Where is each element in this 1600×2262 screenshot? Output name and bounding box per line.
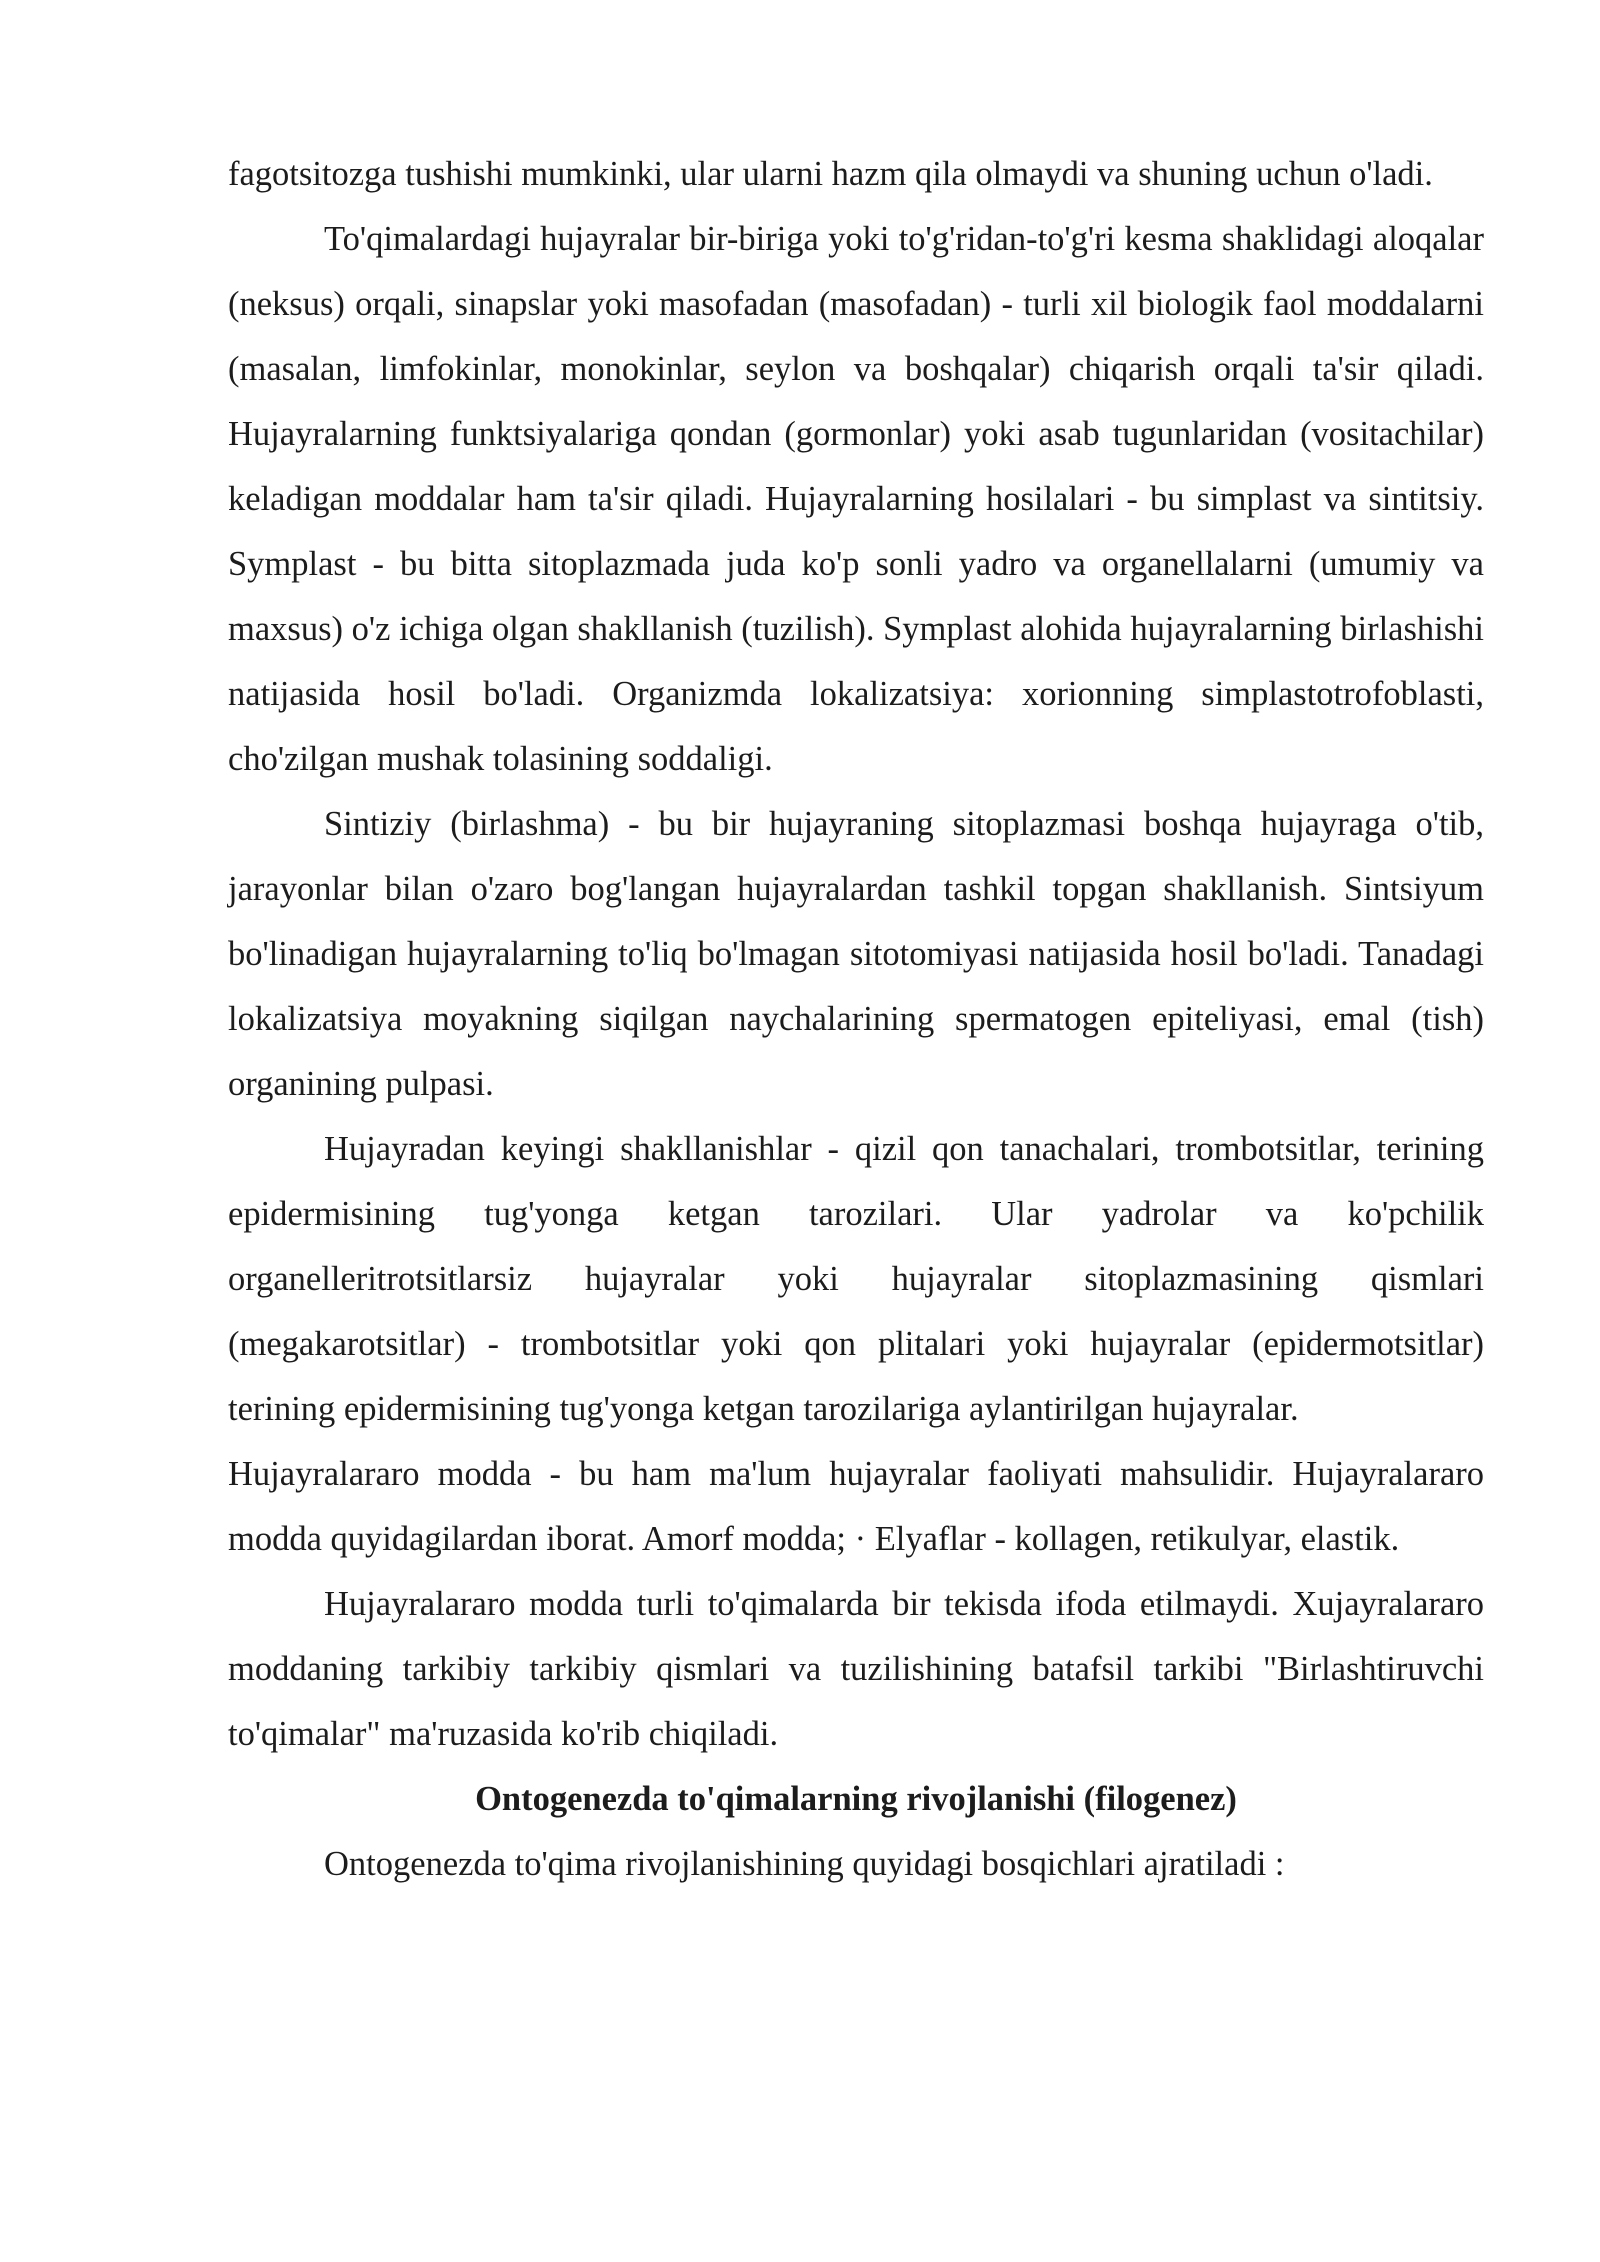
paragraph-syncytium: Sintiziy (birlashma) - bu bir hujayraning sitoplazmasi boshqa hujayraga o'tib, jarayonlar bilan o'zaro bog'langan hujayralardan tashkil topgan shakllanish. Sintsiyum bo'linadigan hujayralarning to'liq bo'lmagan sitotomiyasi natijasida hosil bo'ladi. Tanadagi lokalizatsiya moyakning siqilgan naychalarining spermatogen epiteliyasi, emal (tish) organining pulpasi.: [228, 805, 1484, 1103]
paragraph-intercellular-substance: Hujayralararo modda - bu ham ma'lum hujayralar faoliyati mahsulidir. Hujayralararo modda quyidagilardan iborat. Amorf modda; · Elyaflar - kollagen, retikulyar, elastik.: [228, 1455, 1484, 1558]
paragraph-phagocytosis-end: fagotsitozga tushishi mumkinki, ular ularni hazm qila olmaydi va shuning uchun o'ladi.: [228, 155, 1433, 193]
paragraph-intercellular-variation: Hujayralararo modda turli to'qimalarda bir tekisda ifoda etilmaydi. Xujayralararo moddaning tarkibiy tarkibiy qismlari va tuzilishining batafsil tarkibi "Birlashtiruvchi to'qimalar" ma'ruzasida ko'rib chiqiladi.: [228, 1585, 1484, 1753]
paragraph-postcellular-formations: Hujayradan keyingi shakllanishlar - qizil qon tanachalari, trombotsitlar, terining epidermisining tug'yonga ketgan tarozilari. Ular yadrolar va ko'pchilik organelleritrotsitlarsiz hujayralar yoki hujayralar sitoplazmasining qismlari (megakarotsitlar) - trombotsitlar yoki qon plitalari yoki hujayralar (epidermotsitlar) terining epidermisining tug'yonga ketgan tarozilariga aylantirilgan hujayralar.: [228, 1130, 1484, 1428]
paragraph-cell-interaction: To'qimalardagi hujayralar bir-biriga yoki to'g'ridan-to'g'ri kesma shaklidagi aloqalar (neksus) orqali, sinapslar yoki masofadan (masofadan) - turli xil biologik faol moddalarni (masalan, limfokinlar, monokinlar, seylon va boshqalar) chiqarish orqali ta'sir qiladi. Hujayralarning funktsiyalariga qondan (gormonlar) yoki asab tugunlaridan (vositachilar) keladigan moddalar ham ta'sir qiladi. Hujayralarning hosilalari - bu simplast va sintitsiy. Symplast - bu bitta sitoplazmada juda ko'p sonli yadro va organellalarni (umumiy va maxsus) o'z ichiga olgan shakllanish (tuzilish). Symplast alohida hujayralarning birlashishi natijasida hosil bo'ladi. Organizmda lokalizatsiya: xorionning simplastotrofoblasti, cho'zilgan mushak tolasining soddaligi.: [228, 220, 1484, 778]
document-page: [228, 142, 1484, 1897]
paragraph-ontogenesis-stages: Ontogenezda to'qima rivojlanishining quyidagi bosqichlari ajratiladi :: [324, 1845, 1285, 1883]
section-heading: Ontogenezda to'qimalarning rivojlanishi (filogenez): [475, 1780, 1237, 1818]
